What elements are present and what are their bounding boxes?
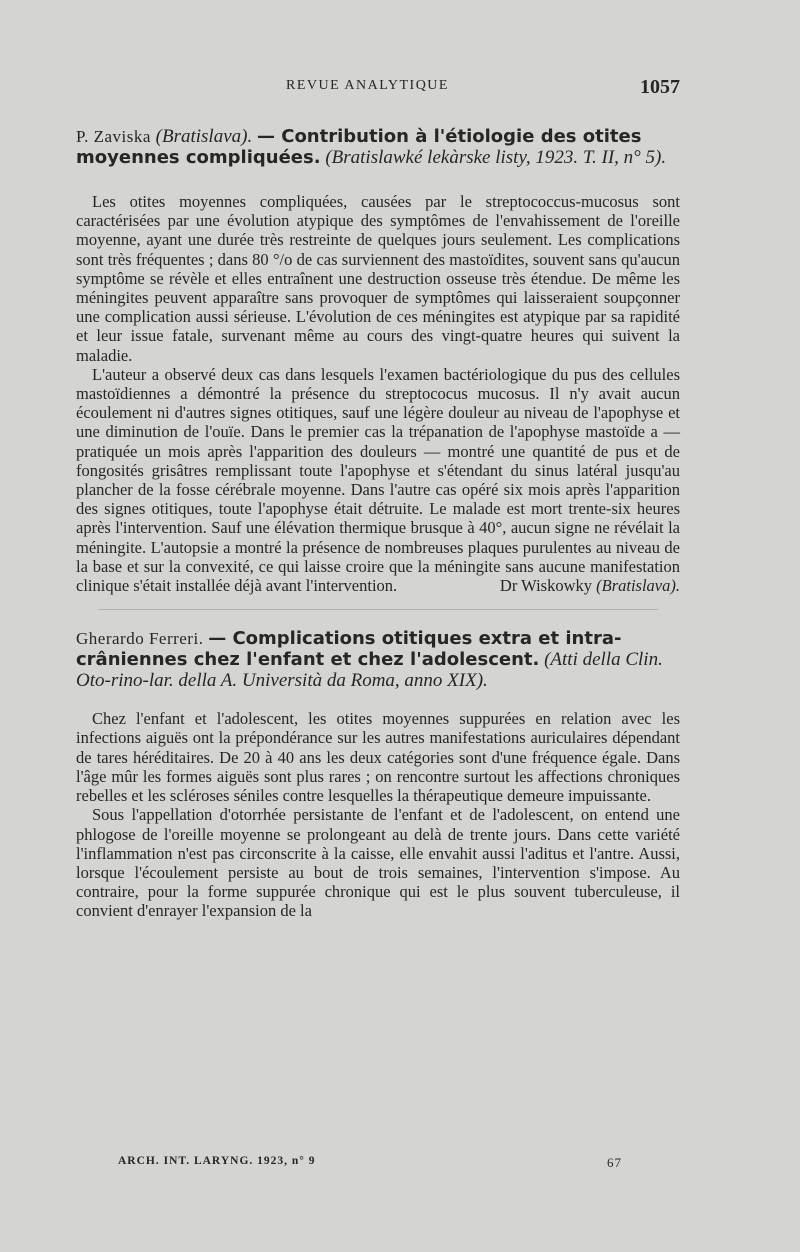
body-paragraph: Chez l'enfant et l'adolescent, les otites moyennes suppurées en relation avec les infections aiguës ont la prépondérance sur les autres manifestations auriculaires dépendant de tares héréditaires. De 20 à 40 ans les deux catégories sont d'une fréquence égale. Dans l'âge mûr les formes aiguës sont plus rares ; on rencontre surtout les affections chroniques rebelles et les scléroses séniles contre lesquelles la thérapeutique demeure impuissante. [76, 709, 680, 806]
page-number: 1057 [640, 76, 680, 98]
signature-place: (Bratislava). [596, 576, 680, 596]
body-paragraph: L'auteur a observé deux cas dans lesquels l'examen bactériologique du pus des cellules mastoïdiennes a démontré la présence du streptococus mucosus. Il n'y avait aucun écoulement ni d'autres signes otitiques, sauf une légère douleur au niveau de l'apophyse et une diminution de l'ouïe. Dans le premier cas la trépanation de l'apophyse mastoïde a — pratiquée un mois après l'apparition des douleurs — montré une quantité de pus et de fongosités grisâtres remplissant toute l'apophyse et s'étendant du sinus latéral jusqu'au plancher de la fosse cérébrale moyenne. Dans l'autre cas opéré six mois après l'apparition des signes otitiques, toute l'apophyse était détruite. Le malade est mort trente-six heures après l'intervention. Sauf une élévation thermique brusque à 40°, aucun signe ne révélait la méningite. L'autopsie a montré la présence de nombreuses plaques purulentes au niveau de la base et sur la convexité, ce qui laisse croire que la méningite sans aucune manifestation clinique s'était installée déjà avant l'intervention. [76, 364, 680, 596]
text-column [76, 126, 680, 921]
article-heading [76, 628, 680, 691]
page-footer [0, 1155, 800, 1175]
article-author-place: (Bratislava). [155, 126, 253, 147]
sheet-number: 67 [607, 1155, 622, 1170]
article-source: (Atti della Clin. Oto-rino-lar. della A. Università da Roma, anno XIX). [76, 649, 663, 692]
article-author: P. Zaviska [76, 127, 151, 146]
article-author: Gherardo Ferreri. [76, 629, 204, 649]
page-header [0, 76, 800, 100]
signature-name: Dr Wiskowky [499, 576, 592, 596]
journal-signature: ARCH. INT. LARYNG. 1923, n° 9 [118, 1155, 316, 1167]
section-divider [98, 609, 658, 610]
body-paragraph: Sous l'appellation d'otorrhée persistante de l'enfant et de l'adolescent, on entend une phlogose de l'oreille moyenne se prolongeant au delà de trente jours. Dans cette variété l'inflammation n'est pas circonscrite à la caisse, elle envahit aussi l'aditus et l'antre. Aussi, lorsque l'écoulement persiste au bout de trois semaines, l'intervention s'impose. Au contraire, pour la forme suppurée chronique qui est le plus souvent tuberculeuse, il convient d'enrayer l'expansion de la [76, 805, 680, 921]
body-paragraph: Les otites moyennes compliquées, causées par le streptococcus-mucosus sont caractérisées par une évolution atypique des symptômes de l'envahissement de l'oreille moyenne, ayant une durée très restreinte de quelques jours seulement. Les complications sont très fréquentes ; dans 80 °/o de cas surviennent des mastoïdites, souvent sans qu'aucun symptôme se révèle et elles entraînent une destruction osseuse très étendue. De même les méningites peuvent apparaître sans provoquer de symptômes qui laisseraient soupçonner une complication aussi sérieuse. L'évolution de ces méningites est atypique par sa rapidité et leur issue fatale, survenant même au cours des vingt-quatre heures qui suivent la maladie. [76, 192, 680, 365]
running-title: REVUE ANALYTIQUE [286, 78, 449, 93]
article-source: (Bratislawké lekàrske listy, 1923. T. II, n° 5). [325, 147, 667, 168]
article-title: — Complications otitiques extra et intra-crâniennes chez l'enfant et chez l'adolescent. [76, 628, 622, 671]
article-heading [76, 126, 680, 168]
article-title: — Contribution à l'étiologie des otites moyennes compliquées. [76, 126, 642, 168]
